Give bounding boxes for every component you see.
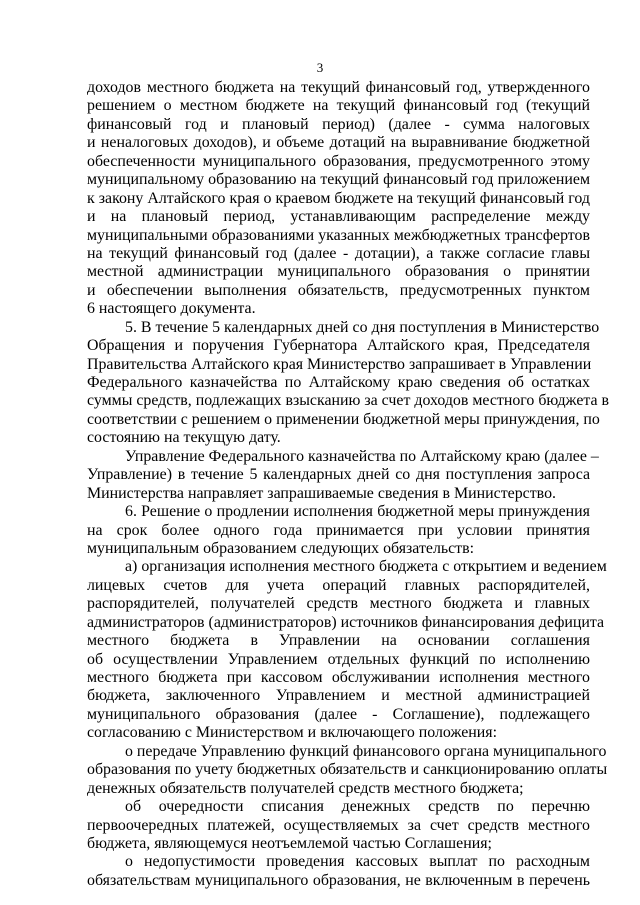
text-line: состоянию на текущую дату. [87,429,281,447]
text-line: муниципальными образованиями указанных межбюджетных трансфертов [87,226,590,244]
text-line: Правительства Алтайского края Министерство запрашивает в Управлении [87,355,592,373]
text-line: финансовый год и плановый период) (далее - сумма налоговых [87,115,590,133]
text-line: согласованию с Министерством и включающего положения: [87,724,498,742]
text-line: Федерального казначейства по Алтайскому краю сведения об остатках [87,374,590,391]
text-line: бюджета, заключенного Управлением и местной администрацией [87,687,590,705]
text-line: Управление Федерального казначейства по Алтайскому краю (далее – [125,447,599,465]
document-body [87,79,610,890]
text-line: 5. В течение 5 календарных дней со дня поступления в Министерство [125,318,600,336]
text-line: суммы средств, подлежащих взысканию за счет доходов местного бюджета в [87,392,610,410]
text-line: к закону Алтайского края о краевом бюджете на текущий финансовый год [87,189,590,207]
text-line: обеспеченности муниципального образования, предусмотренного этому [87,152,590,170]
text-line: бюджета, являющемуся неотъемлемой частью Соглашения; [87,834,492,852]
text-line: на текущий финансовый год (далее - дотации), а также согласие главы [87,244,590,262]
text-line: обязательствам муниципального образования, не включенным в перечень [87,871,590,889]
text-line: решением о местном бюджете на текущий финансовый год (текущий [87,97,590,115]
text-line: о передаче Управлению функций финансового органа муниципального [125,742,607,760]
text-line: и неналоговых доходов), и объеме дотаций на выравнивание бюджетной [87,134,590,152]
text-line: доходов местного бюджета на текущий финансовый год, утвержденного [87,79,590,96]
text-line: денежных обязательств получателей средств местного бюджета; [87,779,524,797]
text-line: распорядителей, получателей средств местного бюджета и главных [87,595,590,613]
text-line: и обеспечении выполнения обязательств, предусмотренных пунктом [87,281,590,299]
text-line: образования по учету бюджетных обязательств и санкционированию оплаты [87,761,608,779]
text-line: администраторов (администраторов) источников финансирования дефицита [87,613,605,631]
text-line: об осуществлении Управлением отдельных функций по исполнению [87,650,590,668]
text-line: муниципального образования (далее - Соглашение), подлежащего [87,705,590,723]
text-line: и на плановый период, устанавливающим распределение между [87,208,590,226]
text-line: муниципальным образованием следующих обязательств: [87,539,475,557]
text-line: 6 настоящего документа. [87,300,256,318]
text-line: лицевых счетов для учета операций главных распорядителей, [87,576,590,594]
text-line: Обращения и поручения Губернатора Алтайского края, Председателя [87,337,590,355]
text-line: местного бюджета при кассовом обслуживании исполнения местного [87,669,590,686]
text-line: 6. Решение о продлении исполнения бюджетной меры принуждения [125,503,590,521]
text-line: а) организация исполнения местного бюджета с открытием и ведением [125,558,607,576]
text-line: муниципальному образованию на текущий финансовый год приложением [87,171,590,189]
text-line: Министерства направляет запрашиваемые сведения в Министерство. [87,484,556,502]
text-line: о недопустимости проведения кассовых выплат по расходным [125,853,590,871]
text-line: местной администрации муниципального образования о принятии [87,263,590,281]
text-line: об очередности списания денежных средств по перечню [125,798,590,816]
page-number: 3 [316,60,324,75]
text-line: местного бюджета в Управлении на основании соглашения [87,632,590,650]
text-line: соответствии с решением о применении бюджетной меры принуждения, по [87,410,600,428]
text-line: Управление) в течение 5 календарных дней со дня поступления запроса [87,466,590,484]
text-line: первоочередных платежей, осуществляемых за счет средств местного [87,816,590,834]
text-line: на срок более одного года принимается при условии принятия [87,521,590,539]
